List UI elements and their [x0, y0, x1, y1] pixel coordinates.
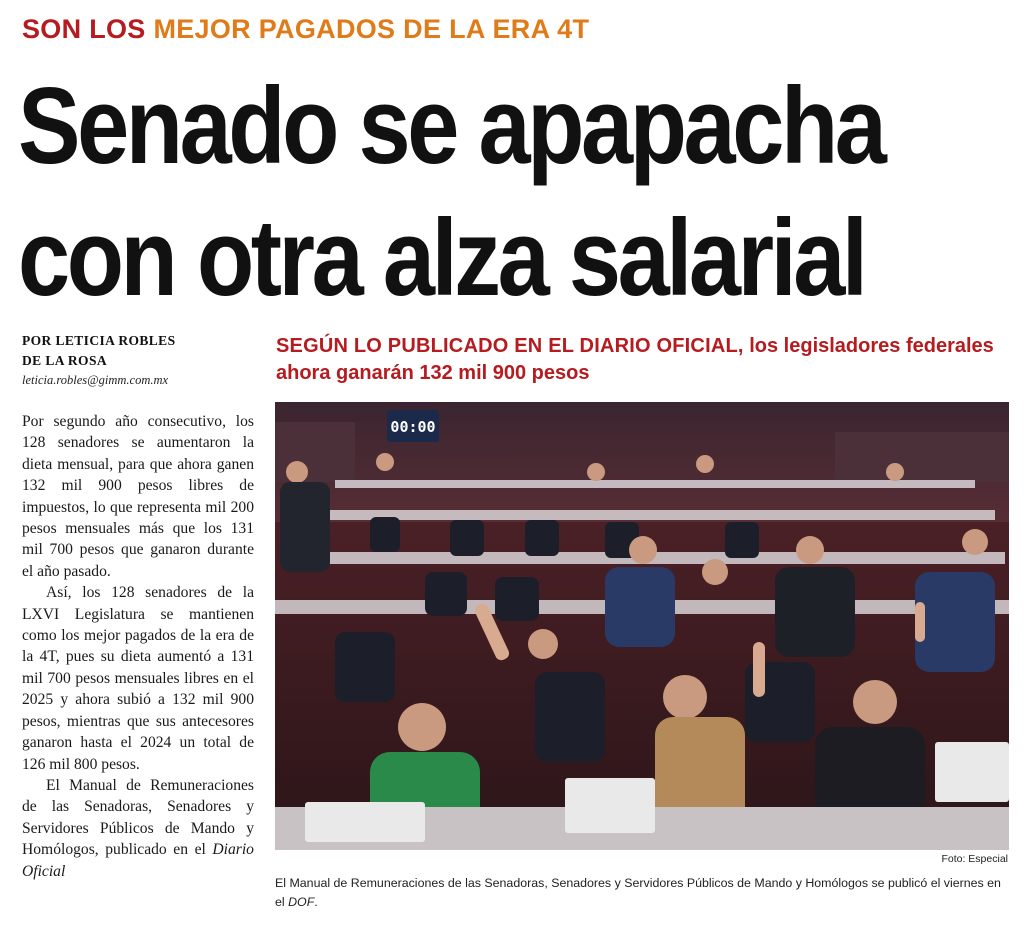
byline — [22, 331, 176, 371]
paragraph-3-text: El Manual de Remuneraciones de las Senadoras, Senadores y Servidores Públicos de Mando y Homólogos, publicado en el — [22, 776, 254, 859]
photo-credit: Foto: Especial — [941, 853, 1008, 865]
paragraph-3 — [22, 775, 254, 882]
paragraph-2: Así, los 128 senadores de la LXVI Legislatura se mantienen como los mejor pagados de la era de la 4T, pues su dieta aumentó a 131 mil 700 pesos mensuales libres en el 2025 y ahora subió a 132 mil 900 pesos, mientras que sus antecesores ganaron hasta el 2024 un total de 126 mil 800 pesos. — [22, 584, 254, 773]
photo-illustration — [275, 402, 1009, 850]
deck — [276, 333, 1016, 387]
kicker-part-2: MEJOR PAGADOS DE LA ERA 4T — [153, 14, 590, 44]
caption-italic: DOF — [288, 895, 315, 909]
clock-text: 00:00 — [390, 418, 436, 436]
author-email[interactable]: leticia.robles@gimm.com.mx — [22, 373, 169, 387]
paragraph-1: Por segundo año consecutivo, los 128 senadores se aumentaron la dieta mensual, para que ahora ganen 132 mil 900 pesos libres de impuestos, lo que representa mil 200 pesos mensuales más que los 131 mil 700 pesos que ganaron durante el año pasado. — [22, 413, 254, 580]
deck-rest: los legisladores federales ahora ganarán 132 mil 900 pesos — [276, 335, 994, 384]
byline-line-1: POR LETICIA ROBLES — [22, 333, 176, 348]
kicker-part-1: SON LOS — [22, 14, 146, 44]
clock-display — [387, 410, 439, 442]
headline — [18, 60, 884, 324]
headline-line-1: Senado se apapacha — [18, 65, 884, 187]
article-body — [22, 411, 254, 882]
photo-caption — [275, 874, 1010, 912]
paragraph-3-italic: Diario Oficial — [22, 841, 254, 880]
byline-line-2: DE LA ROSA — [22, 353, 108, 368]
senate-photo — [275, 402, 1009, 850]
kicker — [22, 14, 589, 45]
headline-line-2: con otra alza salarial — [18, 197, 865, 319]
caption-end: . — [314, 895, 318, 909]
deck-lead: SEGÚN LO PUBLICADO EN EL DIARIO OFICIAL, — [276, 335, 744, 357]
caption-text: El Manual de Remuneraciones de las Senadoras, Senadores y Servidores Públicos de Mando y Homólogos se publicó el viernes en el — [275, 876, 1001, 909]
